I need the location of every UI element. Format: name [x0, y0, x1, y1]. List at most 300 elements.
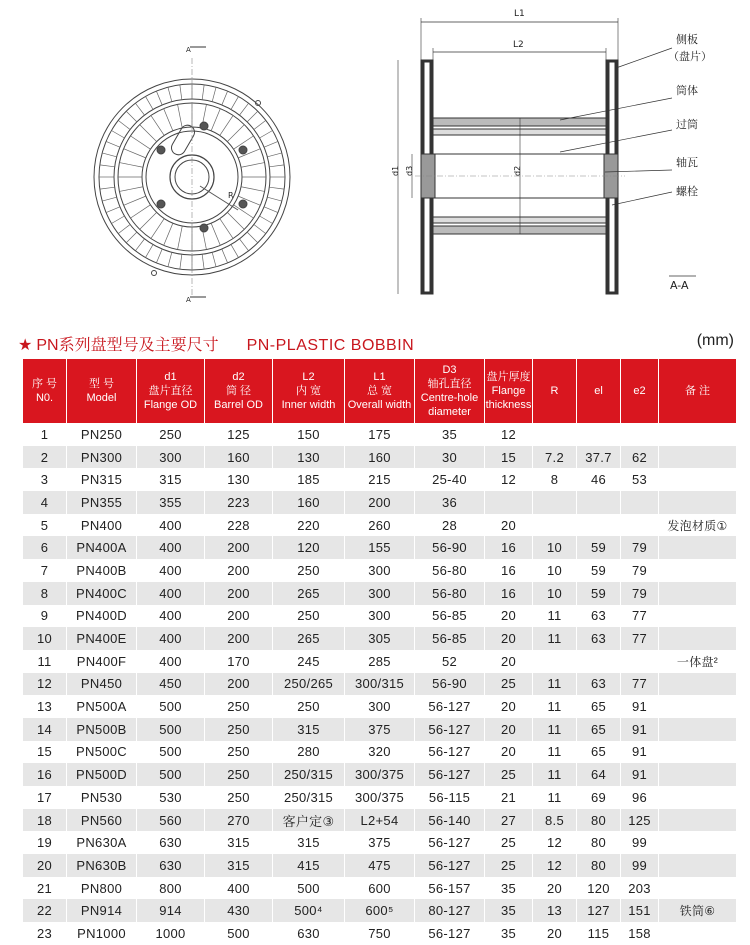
table-cell: 56-127 — [415, 831, 485, 854]
outer-spoke — [222, 91, 228, 105]
table-row — [23, 423, 737, 446]
column-header-line: Flange — [491, 385, 526, 397]
table-cell: 64 — [577, 763, 621, 786]
table-cell: 300 — [345, 582, 415, 605]
table-cell: 91 — [621, 695, 659, 718]
table-cell: 63 — [577, 605, 621, 628]
table-cell: PN355 — [67, 491, 137, 514]
table-cell: 4 — [23, 491, 67, 514]
outer-spoke — [118, 224, 130, 233]
table-row — [23, 673, 737, 696]
column-header — [23, 359, 67, 423]
table-cell: 375 — [345, 831, 415, 854]
table-cell: PN400E — [67, 627, 137, 650]
table-cell: 127 — [577, 899, 621, 922]
inner-spoke — [151, 219, 164, 239]
table-cell — [659, 582, 737, 605]
column-header-line: R — [550, 385, 559, 397]
table-cell — [659, 809, 737, 832]
column-header — [533, 359, 577, 423]
inner-spoke — [178, 104, 183, 128]
table-cell: 79 — [621, 559, 659, 582]
table-cell: 158 — [621, 922, 659, 945]
inner-spoke — [164, 223, 173, 245]
table-row — [23, 536, 737, 559]
callout-bolt: 螺栓 — [676, 185, 698, 198]
table-cell: PN530 — [67, 786, 137, 809]
column-header-line: diameter — [428, 406, 471, 418]
table-row — [23, 582, 737, 605]
table-cell: 8 — [23, 582, 67, 605]
table-cell: 250 — [137, 423, 205, 446]
table-cell: 500 — [137, 718, 205, 741]
table-cell: 160 — [205, 446, 273, 469]
inner-spoke — [119, 163, 143, 168]
outer-spoke — [102, 197, 116, 201]
table-cell: 36 — [415, 491, 485, 514]
table-cell: 130 — [273, 446, 345, 469]
outer-spoke — [212, 87, 216, 101]
table-cell: 200 — [205, 582, 273, 605]
table-cell: 1000 — [137, 922, 205, 945]
column-header-line: 序 号 — [31, 378, 58, 390]
outer-spoke — [106, 207, 120, 213]
table-cell — [533, 514, 577, 537]
table-cell — [533, 491, 577, 514]
column-header-line: D3 — [442, 364, 457, 376]
table-cell: 25 — [485, 831, 533, 854]
outer-spoke — [106, 141, 120, 147]
table-cell — [659, 559, 737, 582]
table-cell: 12 — [533, 854, 577, 877]
table-cell: 280 — [273, 741, 345, 764]
table-cell: 80 — [577, 809, 621, 832]
table-cell: 63 — [577, 673, 621, 696]
outer-spoke — [222, 249, 228, 263]
table-cell: 56-127 — [415, 763, 485, 786]
table-cell: 150 — [273, 423, 345, 446]
table-cell: 315 — [273, 831, 345, 854]
column-header-line: 筒 径 — [225, 385, 252, 397]
outer-spoke — [135, 239, 144, 251]
outer-spoke — [102, 153, 116, 157]
table-row — [23, 491, 737, 514]
table-row — [23, 899, 737, 922]
table-cell: 175 — [345, 423, 415, 446]
table-cell — [621, 650, 659, 673]
table-cell: 35 — [485, 899, 533, 922]
table-cell: 250 — [205, 741, 273, 764]
table-cell: 10 — [23, 627, 67, 650]
outer-spoke — [264, 141, 278, 147]
outer-spoke — [264, 207, 278, 213]
heading-en: PN-PLASTIC BOBBIN — [246, 337, 415, 354]
table-cell: 20 — [485, 627, 533, 650]
outer-spoke — [247, 111, 258, 122]
outer-spoke — [260, 216, 273, 224]
table-row — [23, 695, 737, 718]
inner-spoke — [227, 125, 244, 142]
table-cell: 3 — [23, 468, 67, 491]
table-cell: 530 — [137, 786, 205, 809]
table-cell: 96 — [621, 786, 659, 809]
table-cell: 22 — [23, 899, 67, 922]
table-cell: 63 — [577, 627, 621, 650]
table-cell: 80 — [577, 831, 621, 854]
radius-label: R — [228, 191, 234, 200]
l1-label: L1 — [514, 9, 525, 19]
inner-spoke — [241, 163, 265, 168]
table-cell: 25 — [485, 673, 533, 696]
column-header-line: Inner width — [281, 399, 336, 411]
table-cell: 115 — [577, 922, 621, 945]
table-cell: 475 — [345, 854, 415, 877]
column-header-line: 备 注 — [684, 385, 711, 397]
column-header-line: L2 — [302, 371, 315, 383]
table-cell: 35 — [485, 877, 533, 900]
table-cell: 80 — [577, 854, 621, 877]
table-cell — [621, 514, 659, 537]
table-cell: 56-85 — [415, 627, 485, 650]
column-header-line: d2 — [232, 371, 245, 383]
inner-spoke — [140, 125, 157, 142]
table-cell — [659, 786, 737, 809]
table-cell: 56-80 — [415, 582, 485, 605]
table-cell: 99 — [621, 831, 659, 854]
table-cell: 11 — [533, 605, 577, 628]
table-row — [23, 468, 737, 491]
table-cell: 8 — [533, 468, 577, 491]
column-header-line: 型 号 — [88, 378, 115, 390]
inner-spoke — [227, 212, 244, 229]
star-icon: ★ — [18, 337, 33, 354]
table-row — [23, 627, 737, 650]
table-cell: 20 — [533, 877, 577, 900]
inner-spoke — [151, 115, 164, 135]
outer-spoke — [180, 85, 182, 100]
table-cell: 250 — [205, 786, 273, 809]
table-cell: 91 — [621, 763, 659, 786]
outer-spoke — [269, 187, 284, 189]
table-cell: 600⁵ — [345, 899, 415, 922]
table-cell: 250 — [205, 763, 273, 786]
table-cell: 20 — [23, 854, 67, 877]
outer-spoke — [202, 254, 204, 269]
table-cell: 56-140 — [415, 809, 485, 832]
table-cell: 56-127 — [415, 718, 485, 741]
table-cell: 250/315 — [273, 786, 345, 809]
table-header-row — [23, 359, 737, 423]
l2-label: L2 — [513, 40, 524, 50]
table-cell — [659, 763, 737, 786]
table-cell: 17 — [23, 786, 67, 809]
table-cell: PN400B — [67, 559, 137, 582]
table-cell: 77 — [621, 605, 659, 628]
outer-spoke — [168, 87, 172, 101]
table-cell: 200 — [205, 605, 273, 628]
column-header-line: N0. — [35, 392, 54, 404]
table-cell: 400 — [137, 559, 205, 582]
table-cell: 250 — [205, 695, 273, 718]
table-cell: 10 — [533, 559, 577, 582]
table-cell: 12 — [485, 423, 533, 446]
table-cell: 一体盘² — [659, 650, 737, 673]
table-cell: 300/375 — [345, 786, 415, 809]
column-header-line: 总 宽 — [366, 385, 393, 397]
table-cell: 56-85 — [415, 605, 485, 628]
table-cell: PN630B — [67, 854, 137, 877]
table-row — [23, 559, 737, 582]
table-cell: PN300 — [67, 446, 137, 469]
table-cell: 20 — [485, 718, 533, 741]
table-cell: L2+54 — [345, 809, 415, 832]
table-cell: PN800 — [67, 877, 137, 900]
table-cell — [659, 491, 737, 514]
table-cell: 12 — [533, 831, 577, 854]
table-cell: 99 — [621, 854, 659, 877]
table-cell — [577, 491, 621, 514]
table-cell: 270 — [205, 809, 273, 832]
table-cell: 400 — [137, 650, 205, 673]
table-cell: 80-127 — [415, 899, 485, 922]
table-cell: 16 — [23, 763, 67, 786]
table-row — [23, 786, 737, 809]
table-cell: 56-90 — [415, 673, 485, 696]
heading-cn: PN系列盘型号及主要尺寸 — [36, 337, 219, 354]
outer-spoke — [247, 232, 258, 243]
outer-spoke — [126, 232, 137, 243]
table-cell: 52 — [415, 650, 485, 673]
table-cell — [659, 695, 737, 718]
table-cell: 46 — [577, 468, 621, 491]
table-cell — [659, 877, 737, 900]
table-cell: 215 — [345, 468, 415, 491]
inner-spoke — [130, 205, 150, 218]
section-view — [398, 18, 696, 294]
table-cell: 120 — [577, 877, 621, 900]
table-cell: 12 — [485, 468, 533, 491]
front-view — [94, 47, 290, 297]
table-cell: 260 — [345, 514, 415, 537]
section-marker-top: A — [186, 46, 191, 54]
table-cell: 59 — [577, 536, 621, 559]
table-row — [23, 741, 737, 764]
table-cell: 10 — [533, 582, 577, 605]
table-cell: PN400F — [67, 650, 137, 673]
table-cell: 160 — [273, 491, 345, 514]
table-cell: 53 — [621, 468, 659, 491]
table-cell: 11 — [533, 763, 577, 786]
table-cell: 305 — [345, 627, 415, 650]
inner-spoke — [220, 219, 233, 239]
table-row — [23, 922, 737, 945]
table-cell: 1 — [23, 423, 67, 446]
table-cell: PN500A — [67, 695, 137, 718]
column-header-line: el — [594, 385, 603, 397]
table-cell: 400 — [205, 877, 273, 900]
table-cell: 15 — [23, 741, 67, 764]
table-cell: 500 — [205, 922, 273, 945]
table-cell: 62 — [621, 446, 659, 469]
table-cell: 11 — [533, 695, 577, 718]
table-cell: 77 — [621, 673, 659, 696]
table-cell: 245 — [273, 650, 345, 673]
table-cell: 200 — [205, 536, 273, 559]
table-cell: 19 — [23, 831, 67, 854]
table-cell — [621, 491, 659, 514]
table-cell: 500 — [137, 741, 205, 764]
table-cell: 11 — [533, 673, 577, 696]
technical-drawing — [0, 0, 750, 320]
table-cell: 14 — [23, 718, 67, 741]
table-cell: 20 — [485, 514, 533, 537]
table-cell: 56-127 — [415, 922, 485, 945]
table-cell: 15 — [485, 446, 533, 469]
table-cell: 500 — [137, 763, 205, 786]
column-header-line: Model — [86, 392, 117, 404]
table-cell — [577, 514, 621, 537]
column-header-line: 轴孔直径 — [427, 378, 472, 390]
table-cell: 914 — [137, 899, 205, 922]
table-cell — [659, 468, 737, 491]
inner-spoke — [164, 109, 173, 131]
table-cell: 320 — [345, 741, 415, 764]
table-cell: 600 — [345, 877, 415, 900]
table-cell — [659, 446, 737, 469]
table-cell: 13 — [533, 899, 577, 922]
table-cell: 35 — [485, 922, 533, 945]
column-header — [485, 359, 533, 423]
table-cell: 151 — [621, 899, 659, 922]
table-cell: PN450 — [67, 673, 137, 696]
table-row — [23, 854, 737, 877]
callout-bushing: 轴瓦 — [676, 156, 698, 169]
inner-spoke — [119, 187, 143, 192]
table-cell: 91 — [621, 718, 659, 741]
table-cell: 20 — [485, 695, 533, 718]
outer-spoke — [100, 187, 115, 189]
outer-spoke — [267, 197, 281, 201]
table-cell — [659, 627, 737, 650]
table-cell: 11 — [23, 650, 67, 673]
d3-label: d3 — [405, 165, 414, 176]
table-cell: 91 — [621, 741, 659, 764]
outer-spoke — [100, 165, 115, 167]
table-cell: 315 — [273, 718, 345, 741]
table-cell — [659, 831, 737, 854]
column-header — [621, 359, 659, 423]
table-cell: 11 — [533, 786, 577, 809]
column-header-line: Centre-hole — [420, 392, 479, 404]
column-header-line: e2 — [633, 385, 646, 397]
table-cell: PN400D — [67, 605, 137, 628]
table-cell: PN400A — [67, 536, 137, 559]
table-cell: PN560 — [67, 809, 137, 832]
table-cell: 155 — [345, 536, 415, 559]
table-cell: 355 — [137, 491, 205, 514]
table-cell: 8.5 — [533, 809, 577, 832]
table-cell: 20 — [485, 650, 533, 673]
outer-spoke — [168, 252, 172, 266]
table-cell: 25 — [485, 854, 533, 877]
table-cell: 500 — [273, 877, 345, 900]
table-cell: 300 — [137, 446, 205, 469]
table-cell: 35 — [415, 423, 485, 446]
callout-flange: 侧板 — [676, 33, 698, 46]
table-cell: 30 — [415, 446, 485, 469]
outer-spoke — [126, 111, 137, 122]
table-cell: 56-115 — [415, 786, 485, 809]
inner-spoke — [211, 223, 220, 245]
table-cell: 315 — [205, 854, 273, 877]
inner-spoke — [220, 115, 233, 135]
table-cell: 265 — [273, 627, 345, 650]
outer-spoke — [254, 224, 266, 233]
column-header — [273, 359, 345, 423]
table-cell: 125 — [621, 809, 659, 832]
table-cell: 79 — [621, 536, 659, 559]
table-cell: 铁筒⑥ — [659, 899, 737, 922]
section-marker-bottom: A — [186, 296, 191, 304]
table-cell: PN400C — [67, 582, 137, 605]
unit-label: (mm) — [696, 332, 734, 349]
table-cell: 375 — [345, 718, 415, 741]
table-cell: 223 — [205, 491, 273, 514]
table-cell: 37.7 — [577, 446, 621, 469]
table-cell: 59 — [577, 559, 621, 582]
table-cell: 79 — [621, 582, 659, 605]
table-cell: 56-157 — [415, 877, 485, 900]
inner-spoke — [140, 212, 157, 229]
table-cell: 56-127 — [415, 695, 485, 718]
table-cell: 300/315 — [345, 673, 415, 696]
table-cell: 16 — [485, 536, 533, 559]
table-cell: 11 — [533, 741, 577, 764]
table-row — [23, 514, 737, 537]
table-cell: 630 — [273, 922, 345, 945]
table-cell: 400 — [137, 605, 205, 628]
table-cell: PN500D — [67, 763, 137, 786]
table-cell: 65 — [577, 741, 621, 764]
callout-barrel: 筒体 — [676, 84, 698, 97]
table-cell: 630 — [137, 831, 205, 854]
outer-spoke — [231, 96, 239, 109]
table-cell: 56-90 — [415, 536, 485, 559]
table-cell: 203 — [621, 877, 659, 900]
outer-spoke — [146, 96, 154, 109]
table-cell: 400 — [137, 582, 205, 605]
table-cell: 6 — [23, 536, 67, 559]
table-cell: 250 — [273, 605, 345, 628]
table-cell — [659, 741, 737, 764]
table-cell: 20 — [485, 741, 533, 764]
callout-flange-sub: （盘片） — [668, 50, 712, 63]
inner-spoke — [178, 226, 183, 250]
table-cell: 9 — [23, 605, 67, 628]
column-header — [345, 359, 415, 423]
table-cell — [533, 423, 577, 446]
outer-spoke — [180, 254, 182, 269]
inner-spoke — [211, 109, 220, 131]
table-cell: 120 — [273, 536, 345, 559]
table-cell: 69 — [577, 786, 621, 809]
table-cell — [485, 491, 533, 514]
table-cell: 130 — [205, 468, 273, 491]
callout-sleeve: 过筒 — [676, 118, 698, 131]
table-cell: 27 — [485, 809, 533, 832]
table-cell: 125 — [205, 423, 273, 446]
table-cell: 11 — [533, 718, 577, 741]
